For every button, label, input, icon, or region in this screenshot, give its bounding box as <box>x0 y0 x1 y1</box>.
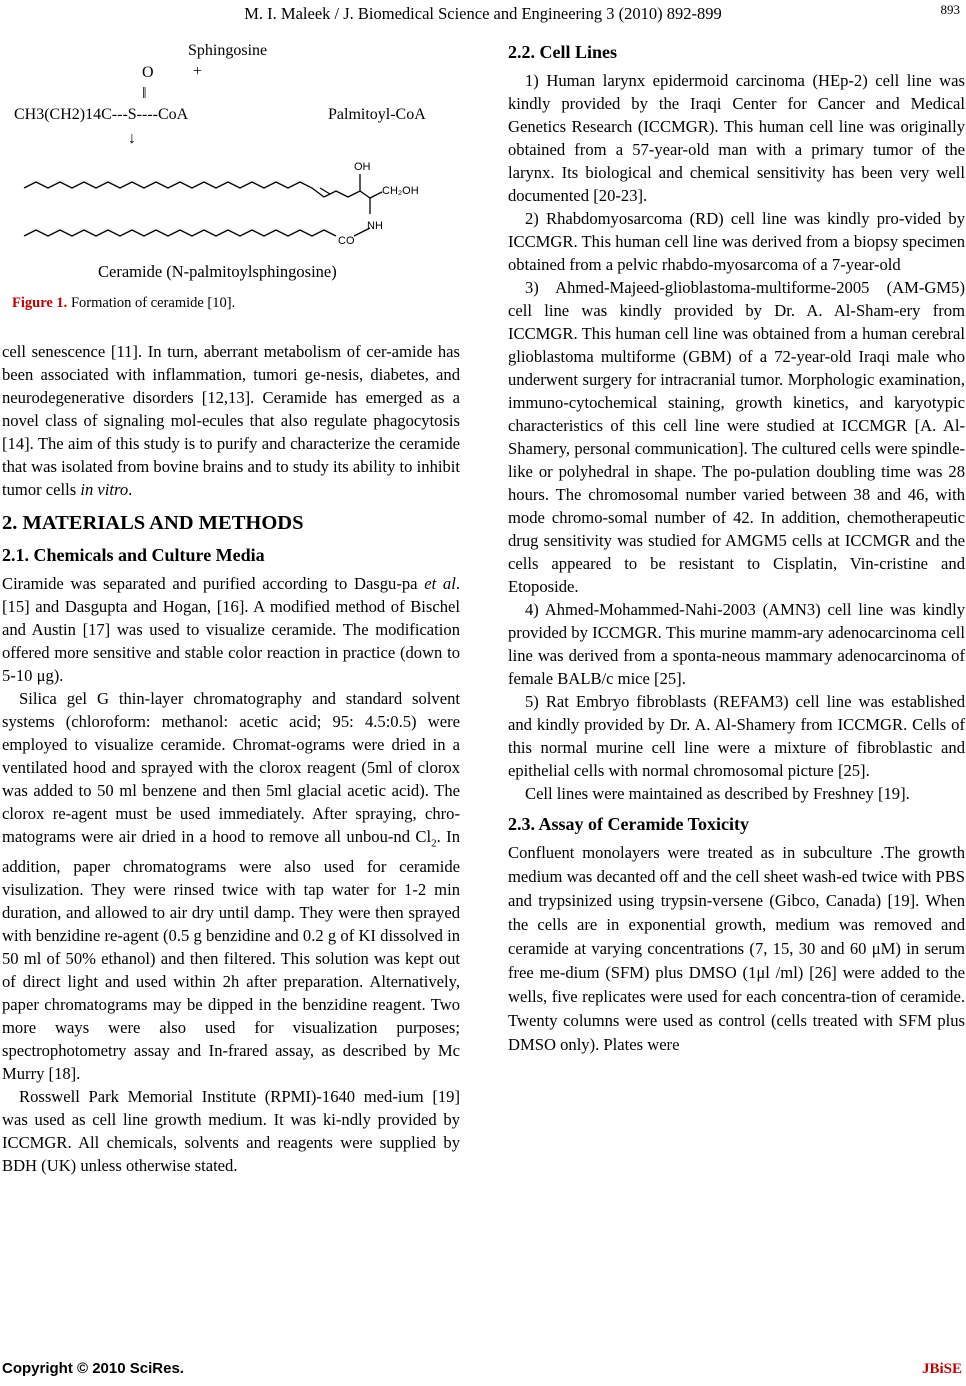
paragraph-cell-line-hep2: 1) Human larynx epidermoid carcinoma (HEp-2) cell line was kindly provided by the Iraqi Center for Cancer and Medical Genetics Research (ICCMGR). This human cell line was originally obtained from a 57-year-old man with a primary tumor of the larynx. Its biological and chemical sensitivity has been very well documented [20-23]. <box>508 71 965 205</box>
co-label: CO <box>338 235 355 247</box>
paragraph-cell-line-rd: 2) Rhabdomyosarcoma (RD) cell line was kindly pro-vided by ICCMGR. This human cell line was derived from a biopsy specimen obtained from a pelvic rhabdo-myosarcoma of a 7-year-old <box>508 209 965 274</box>
palmitoyl-formula: CH3(CH2)14C---S----CoA <box>14 106 189 123</box>
nh-label: NH <box>367 220 383 232</box>
page-footer <box>0 1360 966 1384</box>
ceramide-structure <box>2 40 460 260</box>
oxygen-label: O <box>142 64 154 81</box>
paragraph-ceramide-separation: Ciramide was separated and purified according to Dasgu-pa et al. [15] and Dasgupta and Hogan, [16]. A modified method of Bischel and Austin [17] was used to visualize ceramide. The modification offered more sensitive and stable color reaction in practice (down to 5-10 μg). <box>2 574 460 685</box>
figure-caption-label: Figure 1. <box>12 295 68 311</box>
reaction-arrow: ↓ <box>128 130 136 147</box>
paragraph-chromatography: Silica gel G thin-layer chromatography and standard solvent systems (chloroform: methanol: acetic acid; 95: 4.5:0.5) were employed to visualize ceramide. Chromat-ograms were dried in a ventilated hood and sprayed with the clorox reagent (5ml of clorox was added to 50 ml benzene and then 5ml glacial acetic acid). The clorox re-agent must be used immediately. After spraying, chro-matograms were air dried in a hood to remove all unbou-nd $Cl_2$. In addition, paper chromatograms were also used for ceramide visulization. They were rinsed twice with tap water for 1-2 min duration, and allowed to air dry until damp. They were then sprayed with benzidine re-agent (0.5 g benzidine and 0.2 g of KI dissolved in 50 ml of 50% ethanol) and then filtered. This solution was kept out of direct light and used within 2h after preparation. Alternatively, paper chromatograms may be dipped in the benzidine reagent. Two more ways were also used for visualization purposes; spectrophotometry assay and In-frared assay, as described by Mc Murry [18]. <box>2 689 460 1084</box>
paragraph-cell-line-amn3: 4) Ahmed-Mohammed-Nahi-2003 (AMN3) cell line was kindly provided by ICCMGR. This murine mamm-ary adenocarcinoma cell line was derived from a sponta-neous mammary adenocarcinoma of female BALB/c mice [25]. <box>508 600 965 688</box>
ch2oh-label: CH₂OH <box>382 185 419 197</box>
paragraph-toxicity-assay: Confluent monolayers were treated as in subculture .The growth medium was decanted off and the cell sheet wash-ed twice with PBS and trypsinized using trypsin-versene (Gibco, Canada) [19]. When the cells are in exponential growth, medium was removed and ceramide at varying concentrations (7, 15, 30 and 60 μM) in serum free me-dium (SFM) plus DMSO (1μl /ml) [26] were added to the wells, five replicates were used for each concentra-tion of ceramide. Twenty columns were used as control (cells treated with SFM plus DMSO only). Plates were <box>508 843 965 1054</box>
page-header <box>0 0 966 30</box>
right-column <box>508 40 965 1057</box>
figure-caption <box>12 295 235 312</box>
double-bond-label: ‖ <box>142 85 147 102</box>
sphingosine-chain <box>24 182 370 198</box>
paragraph-cell-line-refam3: 5) Rat Embryo fibroblasts (REFAM3) cell line was established and kindly provided by Dr. A. Al-Shamery from ICCMGR. Cells of this normal murine cell line were a mixture of fibroblastic and epithelial cells with normal chromosomal picture [25]. <box>508 692 965 780</box>
section-heading-materials-methods: 2. MATERIALS AND METHODS <box>2 512 304 534</box>
sphingosine-label: Sphingosine <box>188 42 268 59</box>
journal-abbreviation: JBiSE <box>921 1361 962 1377</box>
subsection-heading-cell-lines: 2.2. Cell Lines <box>508 42 618 62</box>
paragraph-cell-line-maintenance: Cell lines were maintained as described by Freshney [19]. <box>525 784 910 803</box>
paragraph-rpmi-medium: Rosswell Park Memorial Institute (RPMI)-1640 med-ium [19] was used as cell line growth medium. It was ki-ndly provided by ICCMGR. All chemicals, solvents and reagents were supplied by BDH (UK) unless otherwise stated. <box>2 1087 460 1176</box>
figure-caption-text: Formation of ceramide [10]. <box>67 295 236 311</box>
subsection-heading-chemicals: 2.1. Chemicals and Culture Media <box>2 545 265 565</box>
palmitoyl-coa-label: Palmitoyl-CoA <box>328 106 426 123</box>
figure-1 <box>2 40 460 320</box>
oh-label: OH <box>354 161 371 173</box>
ceramide-label: Ceramide (N-palmitoylsphingosine) <box>98 262 337 281</box>
intro-paragraph: cell senescence [11]. In turn, aberrant metabolism of cer-amide has been associated with inflammation, tumori ge-nesis, diabetes, and neurodegenerative disorders [12,13]. Ceramide has emerged as a novel class of signaling mol-ecules that also regulate phagocytosis [14]. The aim of this study is to purify and characterize the ceramide that was isolated from bovine brains and to study its ability to inhibit tumor cells in vitro. <box>2 342 460 499</box>
plus-label: + <box>193 63 203 80</box>
left-column <box>2 340 460 1177</box>
subsection-heading-ceramide-toxicity: 2.3. Assay of Ceramide Toxicity <box>508 814 749 834</box>
page-number: 893 <box>940 2 960 17</box>
paragraph-cell-line-amgm5: 3) Ahmed-Majeed-glioblastoma-multiforme-2005 (AM-GM5) cell line was kindly provided by Dr. A. Al-Sham-ery from ICCMGR. This human cell line was obtained from a human cerebral glioblastoma multiforme (GBM) of a 72-year-old Iraqi male who underwent surgery for intracranial tumor. Morphologic examination, immuno-cytochemical staining, growth kinetics, and karyotypic characteristics of this cell line were studied at ICCMGR [A. Al-Shamery, personal communication]. The cultured cells were spindle-like or polyhedral in shape. The po-pulation doubling time was 28 hours. The chromosomal number varied between 38 and 46, with mode chromo-somal number of 42. In addition, chemotherapeutic drug sensitivity was studied for AMGM5 cells at ICCMGR and the cells appeared to be resistant to Cisplatin, Vin-cristine and Etoposide. <box>508 278 965 596</box>
copyright-notice: Copyright © 2010 SciRes. <box>2 1360 184 1377</box>
running-head: M. I. Maleek / J. Biomedical Science and Engineering 3 (2010) 892-899 <box>244 4 722 23</box>
palmitoyl-chain <box>24 230 336 236</box>
